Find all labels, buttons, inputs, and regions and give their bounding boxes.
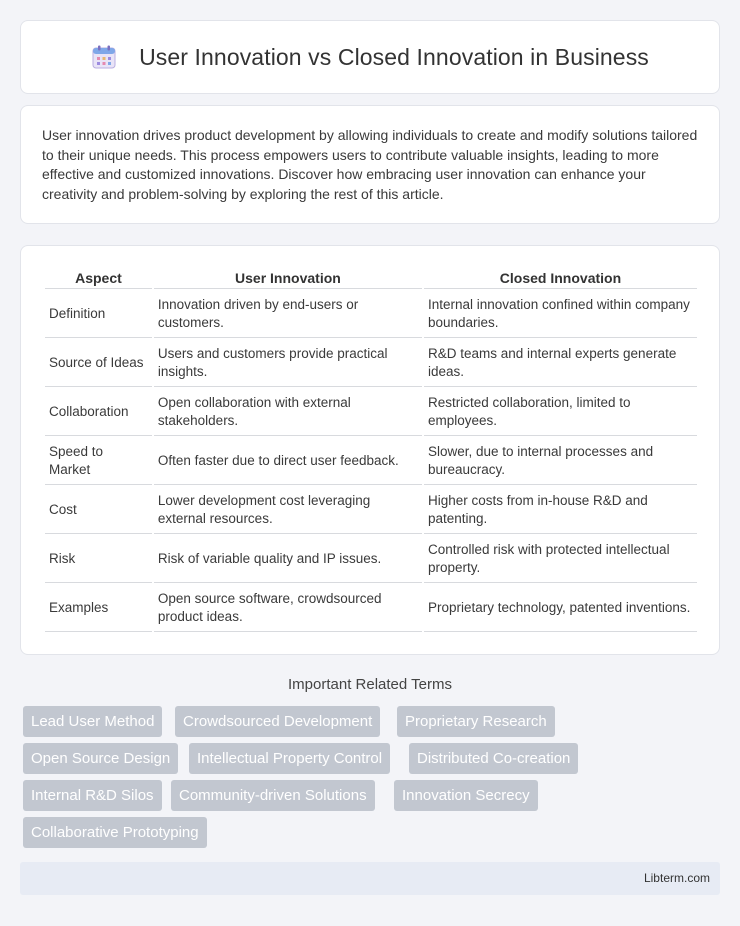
related-terms-heading: Important Related Terms [288,676,452,693]
row-user-innovation: Open collaboration with external stakeholders. [154,389,422,436]
row-aspect: Cost [45,487,152,534]
row-aspect: Collaboration [45,389,152,436]
row-user-innovation: Innovation driven by end-users or customers. [154,291,422,338]
calendar-icon [91,44,117,70]
tag-lead-user-method[interactable]: Lead User Method [23,706,162,737]
column-header-closed-innovation: Closed Innovation [424,268,697,289]
row-closed-innovation: Proprietary technology, patented inventions. [424,585,697,632]
row-closed-innovation: Slower, due to internal processes and bureaucracy. [424,438,697,485]
column-header-user-innovation: User Innovation [154,268,422,289]
table-row [45,585,697,632]
tag-community-driven-solutions[interactable]: Community-driven Solutions [171,780,375,811]
row-closed-innovation: Controlled risk with protected intellectual property. [424,536,697,583]
row-aspect: Definition [45,291,152,338]
table-row [45,438,697,485]
table-row [45,487,697,534]
comparison-card [20,245,720,655]
row-aspect: Examples [45,585,152,632]
row-user-innovation: Often faster due to direct user feedback. [154,438,422,485]
tag-innovation-secrecy[interactable]: Innovation Secrecy [394,780,538,811]
row-aspect: Source of Ideas [45,340,152,387]
row-user-innovation: Open source software, crowdsourced product ideas. [154,585,422,632]
tag-crowdsourced-development[interactable]: Crowdsourced Development [175,706,380,737]
tag-open-source-design[interactable]: Open Source Design [23,743,178,774]
footer-site-link[interactable]: Libterm.com [643,871,710,885]
tag-internal-rd-silos[interactable]: Internal R&D Silos [23,780,162,811]
row-aspect: Risk [45,536,152,583]
row-closed-innovation: Higher costs from in-house R&D and patenting. [424,487,697,534]
table-row [45,536,697,583]
row-closed-innovation: R&D teams and internal experts generate ideas. [424,340,697,387]
row-user-innovation: Users and customers provide practical insights. [154,340,422,387]
row-aspect: Speed to Market [45,438,152,485]
intro-text: User innovation drives product development by allowing individuals to create and modify solutions tailored to their unique needs. This process empowers users to contribute valuable insights, leading to more effective and customized innovations. Discover how embracing user innovation can enhance your creativity and problem-solving by exploring the rest of this article. [42,127,698,202]
tag-distributed-co-creation[interactable]: Distributed Co-creation [409,743,578,774]
row-closed-innovation: Restricted collaboration, limited to employees. [424,389,697,436]
tag-proprietary-research[interactable]: Proprietary Research [397,706,555,737]
page-title: User Innovation vs Closed Innovation in Business [139,43,649,70]
table-row [45,340,697,387]
tag-collaborative-prototyping[interactable]: Collaborative Prototyping [23,817,207,848]
intro-card [20,105,720,224]
comparison-table [43,266,699,634]
table-row [45,291,697,338]
row-closed-innovation: Internal innovation confined within company boundaries. [424,291,697,338]
row-user-innovation: Lower development cost leveraging external resources. [154,487,422,534]
header-card [20,20,720,94]
column-header-aspect: Aspect [45,268,152,289]
table-header-row [45,268,697,289]
row-user-innovation: Risk of variable quality and IP issues. [154,536,422,583]
footer [20,862,720,895]
table-row [45,389,697,436]
tag-intellectual-property-control[interactable]: Intellectual Property Control [189,743,390,774]
